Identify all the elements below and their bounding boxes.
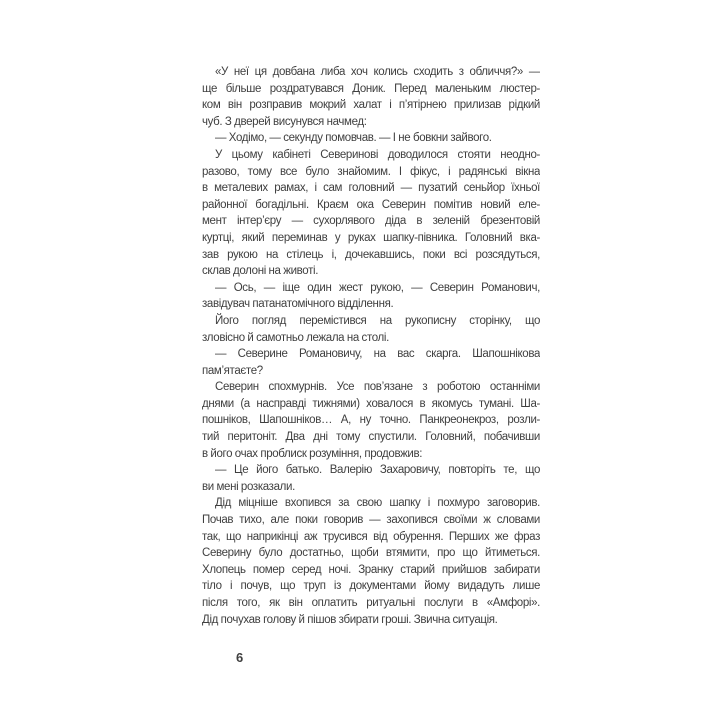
text-line: пам’ятаєте? — [202, 364, 263, 377]
text-line: тий перитоніт. Два дні тому спустили. Головний, побачивши — [202, 431, 540, 444]
text-line: Дід почухав голову й пішов збирати гроші. Звична ситуація. — [202, 613, 498, 626]
text-line: тіло і почув, що труп із документами йому видадуть лише — [202, 580, 540, 593]
text-line: — Северине Романовичу, на вас скарга. Шапошнікова — [215, 348, 540, 361]
text-line: — Ось, — іще один жест рукою, — Северин Романович, — [215, 281, 540, 294]
text-line: мент інтер’єру — сухорлявого діда в зеленій брезентовій — [202, 215, 540, 228]
text-line: Його погляд перемістився на рукописну сторінку, що — [215, 314, 540, 327]
body-text-block — [202, 64, 540, 628]
text-line: куртці, який переминав у руках шапку-півника. Головний вка- — [202, 231, 540, 244]
text-line: днями (а насправді тижнями) ховалося в якомусь тумані. Ша- — [202, 397, 540, 410]
text-line: зав рукою на стілець і, дочекавшись, поки всі розсядуться, — [202, 248, 540, 261]
text-line: Почав тихо, але поки говорив — захопився своїми ж словами — [202, 514, 540, 527]
text-line: в металевих рамах, і сам головний — пузатий сеньйор їхньої — [202, 182, 540, 195]
text-line: склав долоні на животі. — [202, 265, 319, 278]
text-line: Северин спохмурнів. Усе пов’язане з роботою останніми — [215, 381, 540, 394]
page-number: 6 — [236, 650, 244, 665]
text-line: після того, як він оплатить ритуальні послуги в «Амфорі». — [202, 597, 540, 609]
text-line: районної богадільні. Краєм ока Северин помітив новий еле- — [202, 198, 540, 211]
text-line: завідувач патанатомічного відділення. — [202, 298, 394, 311]
text-line: ком він розправив мокрий халат і п’ятірнею прилизав рідкий — [202, 99, 540, 112]
text-line: ви мені розказали. — [202, 480, 295, 493]
text-line: чуб. З дверей висунувся начмед: — [202, 115, 367, 128]
text-line: Северину було достатньо, щоби втямити, про що йтиметься. — [202, 547, 540, 560]
text-line: разово, тому все було знайомим. І фікус, і радянські вікна — [202, 165, 540, 178]
text-line: «У неї ця довбана либа хоч колись сходить з обличчя?» — — [215, 66, 540, 78]
text-line: — Це його батько. Валерію Захаровичу, повторіть те, що — [215, 464, 540, 477]
text-line: зловісно й самотньо лежала на столі. — [202, 331, 389, 344]
text-line: Хлопець помер серед ночі. Зранку старий прийшов забирати — [202, 563, 540, 576]
text-line: — Ходімо, — секунду помовчав. — І не бовкни зайвого. — [215, 132, 492, 145]
text-line: ще більше роздратувався Доник. Перед маленьким люстер- — [202, 82, 540, 95]
text-line: так, що наприкінці аж трусився від обурення. Перших же фраз — [202, 530, 540, 543]
text-line: У цьому кабінеті Северинові доводилося стояти неодно- — [215, 148, 540, 161]
text-line: в його очах проблиск розуміння, продовжив: — [202, 447, 423, 460]
text-line: Дід міцніше вхопився за свою шапку і похмуро заговорив. — [215, 497, 540, 510]
text-line: пошніков, Шапошніков… А, ну точно. Панкреонекроз, розли- — [202, 414, 540, 427]
